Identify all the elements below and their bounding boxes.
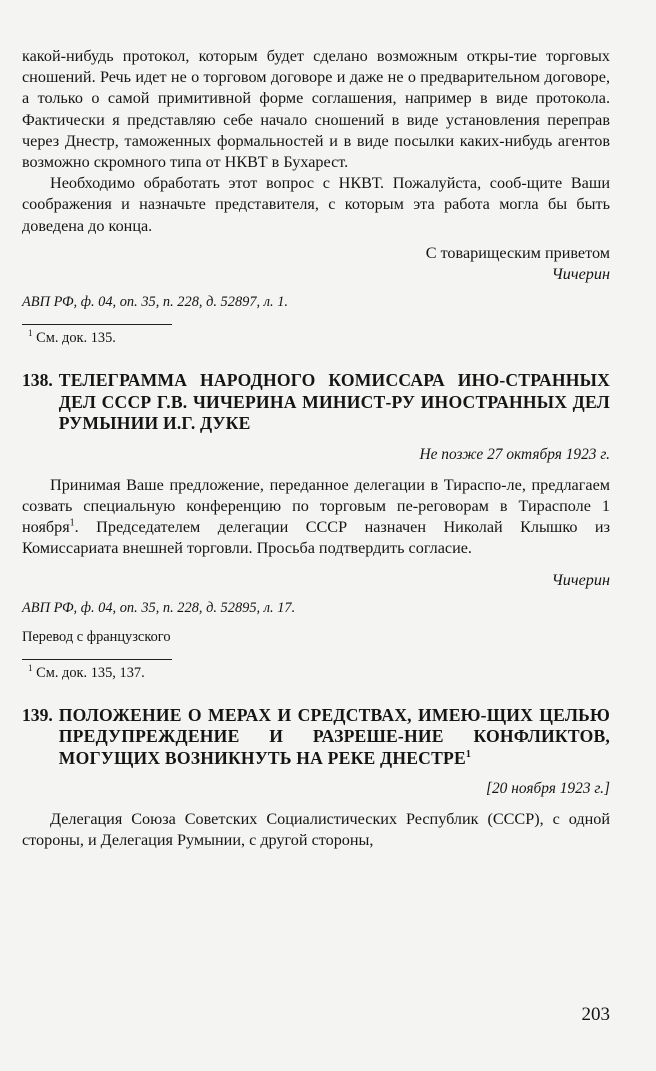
doc-138-date: Не позже 27 октября 1923 г. [419,445,610,463]
signature-chicherin-1: Чичерин [551,265,610,284]
paragraph-2: Необходимо обработать этот вопрос с НКВТ. Пожалуйста, сооб-щите Ваши соображения и назначьте представителя, с которым эта работа могла бы быть доведена до конца. [22,174,610,235]
doc-138-number: 138. [22,370,53,391]
paragraph-1: какой-нибудь протокол, которым будет сделано возможным откры-тие торговых сношений. Речь идет не о торговом договоре и даже не о предварительном договоре, а только о самой примитивной форме соглашения, например в виде протокола. Фактически я представляю себе начало сношений в виде установления переправ через Днестр, таможенных формальностей и в виде посылки каких-нибудь агентов возможно скромного типа от НКВТ в Бухарест. [22,47,610,172]
archive-reference-1: АВП РФ, ф. 04, оп. 35, п. 228, д. 52897, л. 1. [22,294,288,311]
footnote-1 [22,329,610,348]
doc-138-body-text-a: Принимая Ваше предложение, переданное делегации в Тираспо-ле, предлагаем созвать специальную конференцию по торговым пе-реговорам в Тирасполе 1 ноября [22,475,610,537]
doc-139-date: [20 ноября 1923 г.] [485,780,610,798]
archive-reference-2: АВП РФ, ф. 04, оп. 35, п. 228, д. 52895, л. 17. [22,599,296,616]
doc-139-number: 139. [22,704,53,725]
doc-139-footnote-ref: 1 [465,748,472,760]
doc-139-body: Делегация Союза Советских Социалистических Республик (СССР), с одной стороны, и Делегация Румынии, с другой стороны, [22,810,610,850]
footnote-text: См. док. 135. [36,330,116,347]
page-number: 203 [581,1004,610,1025]
document-page [22,46,610,852]
closing-salutation: С товарищеским приветом [425,243,610,262]
doc-138-footnote-ref: 1 [69,517,75,529]
doc-138-body [22,475,610,560]
footnote-mark: 1 [28,662,33,673]
footnote-text: См. док. 135, 137. [36,664,145,681]
doc-138-body-text-b: . Председателем делегации СССР назначен Николай Клышко из Комиссариата внешней торговли. Просьба подтвердить согласие. [22,518,610,558]
footnote-mark: 1 [28,328,33,339]
doc-139-title [59,705,610,770]
footnote-2 [22,664,610,683]
translation-note: Перевод с французского [22,628,171,645]
doc-139-title-text: ПОЛОЖЕНИЕ О МЕРАХ И СРЕДСТВАХ, ИМЕЮ-ЩИХ ЦЕЛЬЮ ПРЕДУПРЕЖДЕНИЕ И РАЗРЕШЕ-НИЕ КОНФЛИКТОВ, МОГУЩИХ ВОЗНИКНУТЬ НА РЕКЕ ДНЕСТРЕ [58,704,610,768]
doc-139-heading [22,705,610,770]
footnote-divider-1 [22,324,172,325]
doc-138-heading [22,370,610,435]
footnote-divider-2 [22,659,172,660]
doc-138-title: ТЕЛЕГРАММА НАРОДНОГО КОМИССАРА ИНО-СТРАННЫХ ДЕЛ СССР Г.В. ЧИЧЕРИНА МИНИСТ-РУ ИНОСТРАННЫХ ДЕЛ РУМЫНИИ И.Г. ДУКЕ [58,370,610,434]
signature-chicherin-2: Чичерин [551,570,610,589]
